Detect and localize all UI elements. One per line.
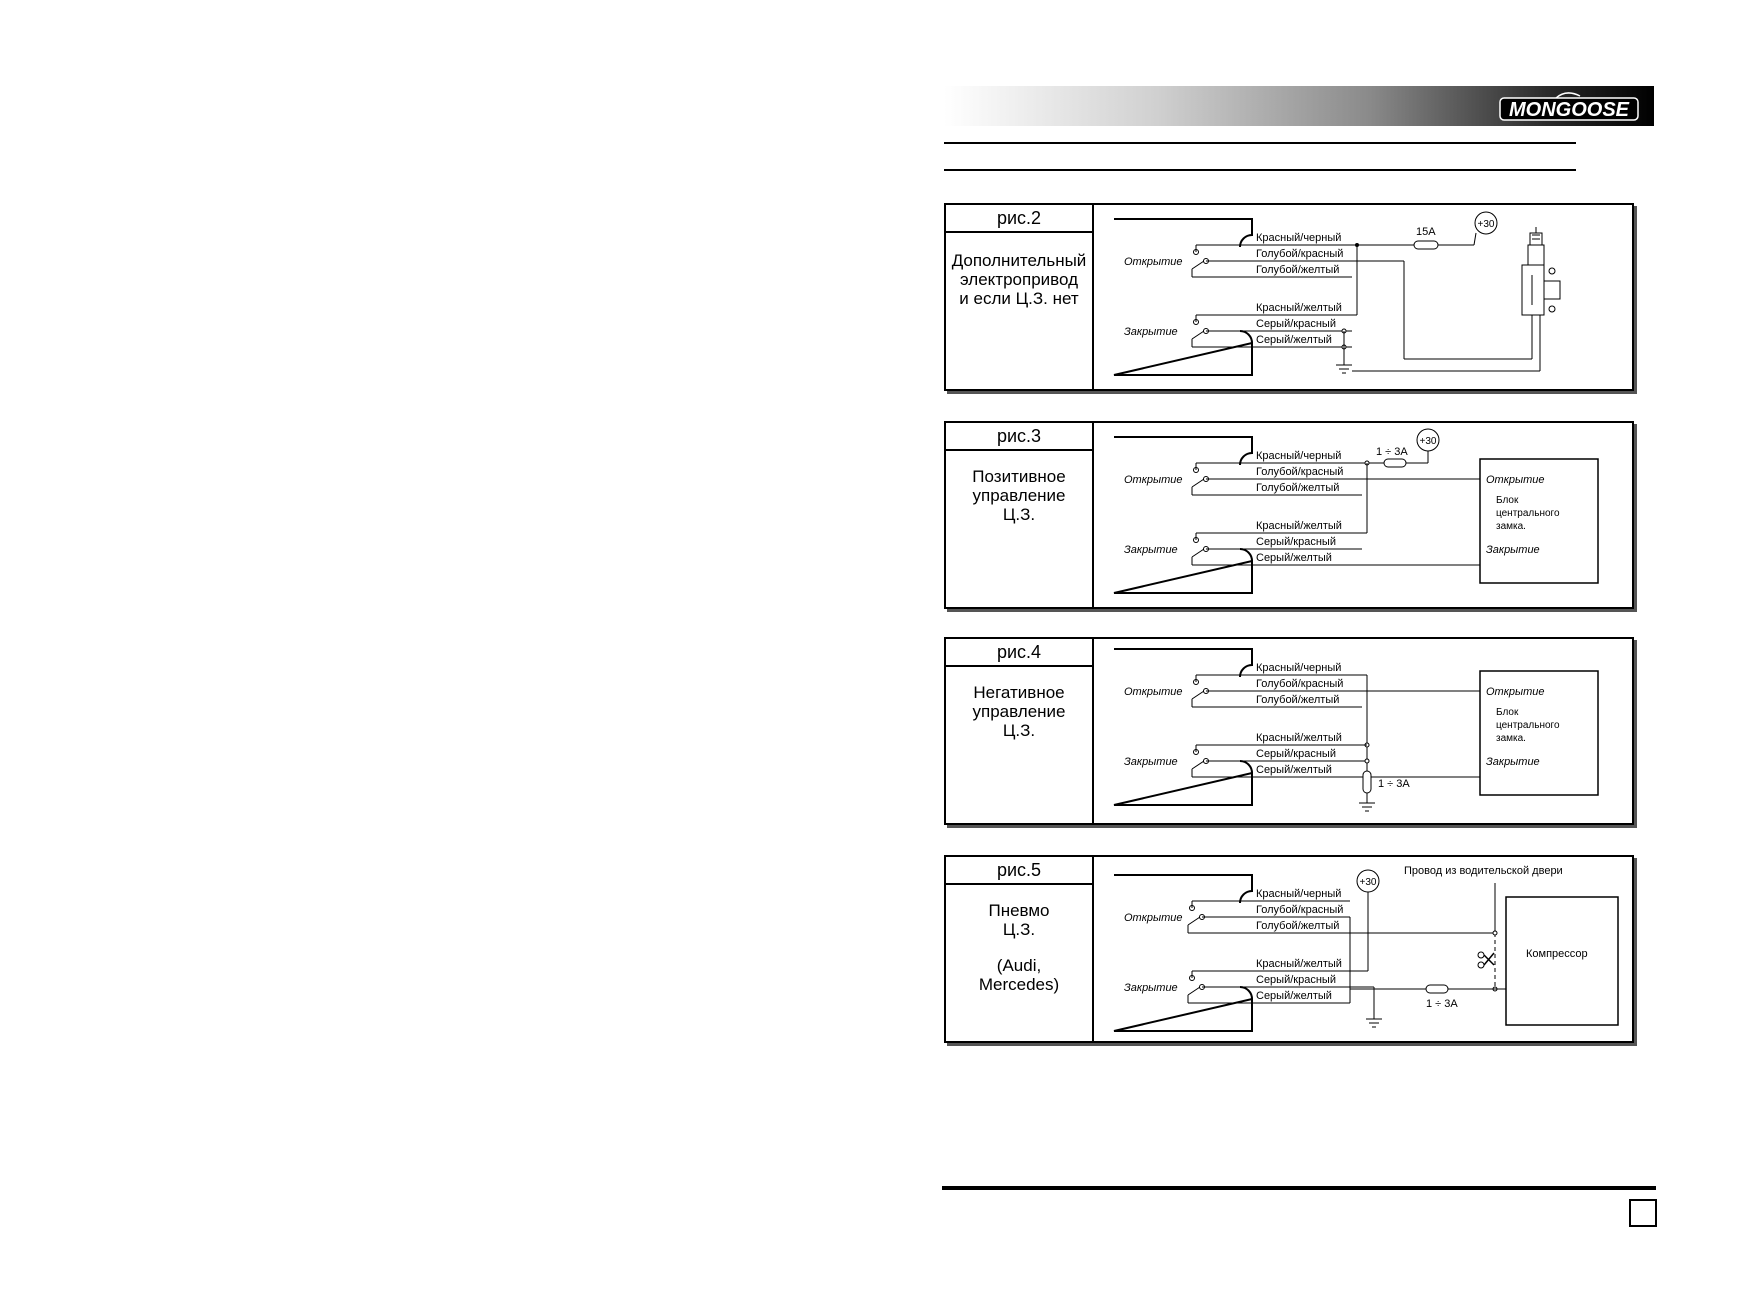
power-terminal-label: +30	[1477, 219, 1495, 230]
block-open-label: Открытие	[1486, 474, 1545, 486]
caption-line: Пневмо	[988, 901, 1050, 920]
wire-label: Голубой/желтый	[1256, 482, 1340, 494]
relay-open-label: Открытие	[1124, 256, 1183, 268]
figure-number: рис.4	[946, 639, 1092, 667]
fuse-label: 1 ÷ 3А	[1426, 998, 1458, 1010]
figure-label-column	[946, 639, 1094, 823]
figure-5	[944, 855, 1634, 1043]
figure-caption	[946, 251, 1092, 308]
wire-label: Серый/красный	[1256, 974, 1336, 986]
wire-label: Голубой/красный	[1256, 466, 1344, 478]
wire-label: Серый/красный	[1256, 536, 1336, 548]
block-name-line: центрального	[1496, 508, 1560, 519]
relay-close-label: Закрытие	[1124, 756, 1178, 768]
figure-label-column	[946, 857, 1094, 1041]
caption-line: и если Ц.З. нет	[959, 289, 1079, 308]
page-number-box	[1629, 1199, 1657, 1227]
caption-line: электропривод	[960, 270, 1078, 289]
caption-line: Ц.З.	[1002, 505, 1036, 524]
brand-logo	[1496, 90, 1646, 122]
wire-label: Красный/желтый	[1256, 520, 1342, 532]
wiring-diagram-5	[1094, 857, 1630, 1041]
figure-3	[944, 421, 1634, 609]
brand-logo-text: MONGOOSE	[1508, 99, 1630, 121]
caption-line: Негативное	[973, 683, 1065, 702]
wire-label: Голубой/желтый	[1256, 694, 1340, 706]
figure-number: рис.3	[946, 423, 1092, 451]
relay-close-label: Закрытие	[1124, 982, 1178, 994]
wiring-diagram-3	[1094, 423, 1630, 607]
wire-label: Голубой/красный	[1256, 248, 1344, 260]
wire-label: Красный/желтый	[1256, 958, 1342, 970]
wire-label: Голубой/красный	[1256, 678, 1344, 690]
caption-line	[946, 939, 1092, 956]
wire-label: Голубой/желтый	[1256, 264, 1340, 276]
caption-line: Ц.З.	[1002, 721, 1036, 740]
wiring-diagram-4	[1094, 639, 1630, 823]
figure-number: рис.2	[946, 205, 1092, 233]
block-name-line: центрального	[1496, 720, 1560, 731]
actuator-icon	[1522, 227, 1560, 315]
block-name-line: замка.	[1496, 733, 1526, 744]
figure-2	[944, 203, 1634, 391]
driver-wire-label: Провод из водительской двери	[1404, 865, 1563, 877]
fuse-label: 1 ÷ 3А	[1376, 446, 1408, 458]
wire-label: Серый/желтый	[1256, 552, 1332, 564]
figure-4	[944, 637, 1634, 825]
caption-line: Дополнительный	[951, 251, 1087, 270]
relay-close-label: Закрытие	[1124, 544, 1178, 556]
scissors-icon	[1478, 952, 1494, 968]
relay-close-label: Закрытие	[1124, 326, 1178, 338]
wiring-diagram-2	[1094, 205, 1630, 389]
header-rule-bottom	[944, 169, 1576, 171]
wire-label: Красный/черный	[1256, 662, 1342, 674]
caption-line: управление	[972, 486, 1066, 505]
wire-label: Серый/красный	[1256, 318, 1336, 330]
block-name-line: Блок	[1496, 707, 1519, 718]
block-name-line: замка.	[1496, 521, 1526, 532]
wire-label: Красный/черный	[1256, 888, 1342, 900]
wire-label: Красный/желтый	[1256, 302, 1342, 314]
footer-rule	[942, 1186, 1656, 1190]
figure-caption	[946, 901, 1092, 994]
wire-label: Красный/черный	[1256, 232, 1342, 244]
figure-number: рис.5	[946, 857, 1092, 885]
relay-open-label: Открытие	[1124, 912, 1183, 924]
figure-caption	[946, 683, 1092, 740]
header-rule-top	[944, 142, 1576, 144]
fuse-label: 1 ÷ 3А	[1378, 778, 1410, 790]
block-name-line: Блок	[1496, 495, 1519, 506]
block-close-label: Закрытие	[1486, 756, 1540, 768]
fuse-label: 15А	[1416, 226, 1436, 238]
compressor-label: Компрессор	[1526, 948, 1588, 960]
wire-label: Серый/желтый	[1256, 334, 1332, 346]
wire-label: Серый/желтый	[1256, 990, 1332, 1002]
relay-open-label: Открытие	[1124, 474, 1183, 486]
header-gradient-band	[944, 86, 1654, 126]
compressor-block	[1506, 897, 1618, 1025]
wire-label: Серый/желтый	[1256, 764, 1332, 776]
block-close-label: Закрытие	[1486, 544, 1540, 556]
wire-label: Красный/желтый	[1256, 732, 1342, 744]
caption-line: (Audi,	[996, 956, 1042, 975]
wire-label: Голубой/желтый	[1256, 920, 1340, 932]
wire-label: Серый/красный	[1256, 748, 1336, 760]
wire-label: Голубой/красный	[1256, 904, 1344, 916]
block-open-label: Открытие	[1486, 686, 1545, 698]
caption-line: управление	[972, 702, 1066, 721]
wire-label: Красный/черный	[1256, 450, 1342, 462]
power-terminal-label: +30	[1359, 877, 1377, 888]
figure-caption	[946, 467, 1092, 524]
figure-label-column	[946, 205, 1094, 389]
caption-line: Mercedes)	[978, 975, 1060, 994]
figure-label-column	[946, 423, 1094, 607]
relay-open-label: Открытие	[1124, 686, 1183, 698]
caption-line: Ц.З.	[1002, 920, 1036, 939]
power-terminal-label: +30	[1419, 436, 1437, 447]
caption-line: Позитивное	[972, 467, 1066, 486]
